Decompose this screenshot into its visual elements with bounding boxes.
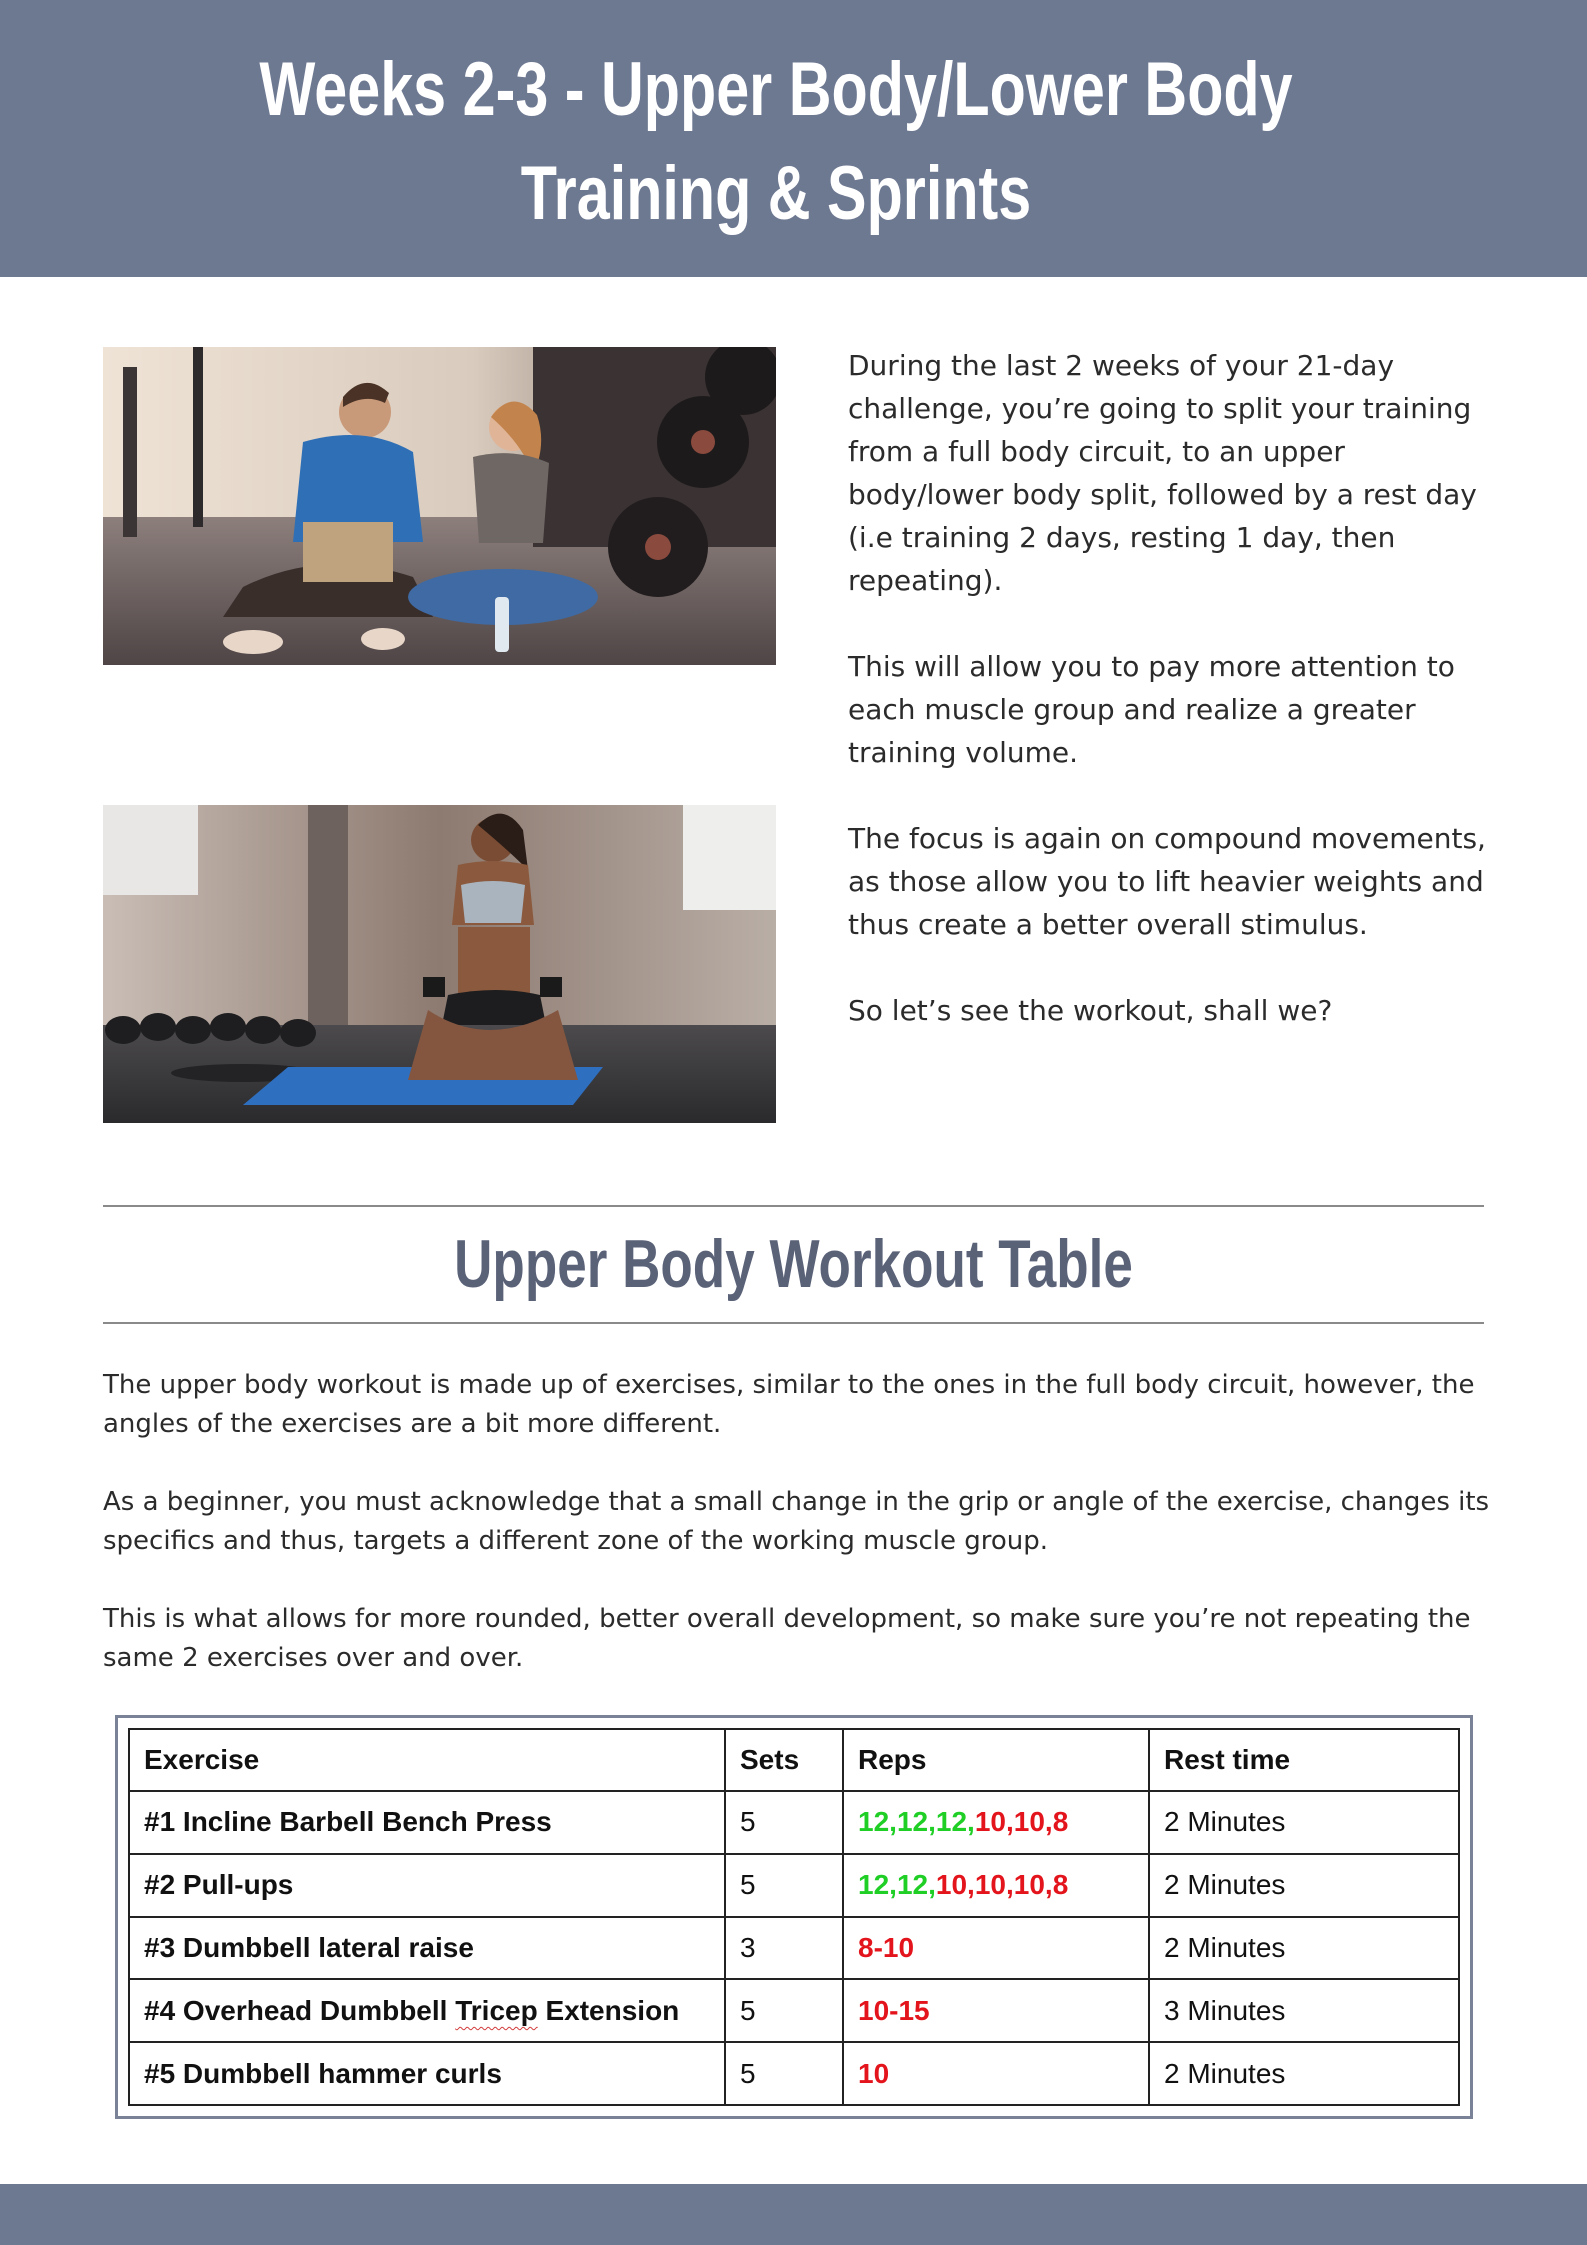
intro-paragraph: During the last 2 weeks of your 21-day challenge, you’re going to split your training from a full body circuit, to an upper body/lower body split, followed by a rest day (i.e training 2 days, resting 1 day, then repeating). xyxy=(848,349,1477,597)
reps-cell xyxy=(843,2042,1149,2105)
page-title-line-1: Weeks 2-3 - Upper Body/Lower Body xyxy=(259,47,1293,132)
sets-cell: 5 xyxy=(725,1791,843,1854)
section-title: Upper Body Workout Table xyxy=(454,1226,1133,1302)
rep-value: 10 xyxy=(858,2057,890,2089)
rep-value: 10, xyxy=(1013,1806,1053,1838)
rep-value: 8-10 xyxy=(858,1931,915,1963)
exercise-cell xyxy=(129,1979,725,2042)
footer-band xyxy=(0,2184,1587,2245)
rest-cell: 2 Minutes xyxy=(1149,2042,1459,2105)
reps-cell xyxy=(843,1979,1149,2042)
section-body-text xyxy=(103,1366,1493,1717)
body-paragraph: The upper body workout is made up of exercises, similar to the ones in the full body circuit, however, the angles of the exercises are a bit more different. xyxy=(103,1370,1475,1439)
rep-value: 10-15 xyxy=(858,1994,930,2026)
exercise-text-post: Extension xyxy=(537,1994,680,2026)
rest-cell: 2 Minutes xyxy=(1149,1791,1459,1854)
header-rest-time: Rest time xyxy=(1149,1729,1459,1791)
intro-paragraph: So let’s see the workout, shall we? xyxy=(848,994,1333,1027)
divider-bottom xyxy=(103,1322,1484,1324)
table-row xyxy=(129,1791,1459,1854)
gym-couple-illustration xyxy=(103,347,776,665)
woman-kneeling-illustration xyxy=(103,805,776,1123)
rest-cell: 2 Minutes xyxy=(1149,1917,1459,1980)
gym-couple-photo xyxy=(103,347,776,665)
spellcheck-word: Tricep xyxy=(455,1994,538,2026)
exercise-cell: #1 Incline Barbell Bench Press xyxy=(129,1791,725,1854)
rep-value: 10, xyxy=(935,1869,975,1901)
table-row xyxy=(129,1979,1459,2042)
exercise-text-pre: #4 Overhead Dumbbell xyxy=(144,1994,456,2026)
header-exercise: Exercise xyxy=(129,1729,725,1791)
workout-table xyxy=(128,1728,1460,2106)
header-sets: Sets xyxy=(725,1729,843,1791)
workout-table-frame xyxy=(115,1715,1473,2119)
rep-value: 12, xyxy=(935,1806,975,1838)
rep-value: 10, xyxy=(974,1806,1014,1838)
intro-text xyxy=(848,344,1498,1075)
rest-cell: 3 Minutes xyxy=(1149,1979,1459,2042)
rep-value: 10, xyxy=(974,1869,1014,1901)
rep-value: 12, xyxy=(858,1869,897,1901)
sets-cell: 5 xyxy=(725,2042,843,2105)
rep-value: 12, xyxy=(896,1869,936,1901)
rep-value: 12, xyxy=(858,1806,897,1838)
reps-cell xyxy=(843,1791,1149,1854)
table-row xyxy=(129,1854,1459,1917)
woman-kneeling-photo xyxy=(103,805,776,1123)
rep-value: 12, xyxy=(896,1806,936,1838)
intro-paragraph: The focus is again on compound movements, as those allow you to lift heavier weights and thus create a better overall stimulus. xyxy=(848,822,1486,941)
table-header-row xyxy=(129,1729,1459,1791)
body-paragraph: As a beginner, you must acknowledge that a small change in the grip or angle of the exercise, changes its specifics and thus, targets a different zone of the working muscle group. xyxy=(103,1487,1490,1556)
exercise-cell: #2 Pull-ups xyxy=(129,1854,725,1917)
rest-cell: 2 Minutes xyxy=(1149,1854,1459,1917)
table-row xyxy=(129,1917,1459,1980)
rep-value: 8 xyxy=(1052,1806,1069,1838)
reps-cell xyxy=(843,1854,1149,1917)
exercise-cell: #5 Dumbbell hammer curls xyxy=(129,2042,725,2105)
rep-value: 10, xyxy=(1013,1869,1053,1901)
table-row xyxy=(129,2042,1459,2105)
sets-cell: 5 xyxy=(725,1979,843,2042)
divider-top xyxy=(103,1205,1484,1207)
intro-paragraph: This will allow you to pay more attention to each muscle group and realize a greater training volume. xyxy=(848,650,1455,769)
rep-value: 8 xyxy=(1052,1869,1069,1901)
exercise-cell: #3 Dumbbell lateral raise xyxy=(129,1917,725,1980)
sets-cell: 5 xyxy=(725,1854,843,1917)
sets-cell: 3 xyxy=(725,1917,843,1980)
page-title xyxy=(171,38,1382,246)
body-paragraph: This is what allows for more rounded, better overall development, so make sure you’re not repeating the same 2 exercises over and over. xyxy=(103,1604,1471,1673)
page-title-line-2: Training & Sprints xyxy=(520,151,1032,236)
header-reps: Reps xyxy=(843,1729,1149,1791)
reps-cell xyxy=(843,1917,1149,1980)
